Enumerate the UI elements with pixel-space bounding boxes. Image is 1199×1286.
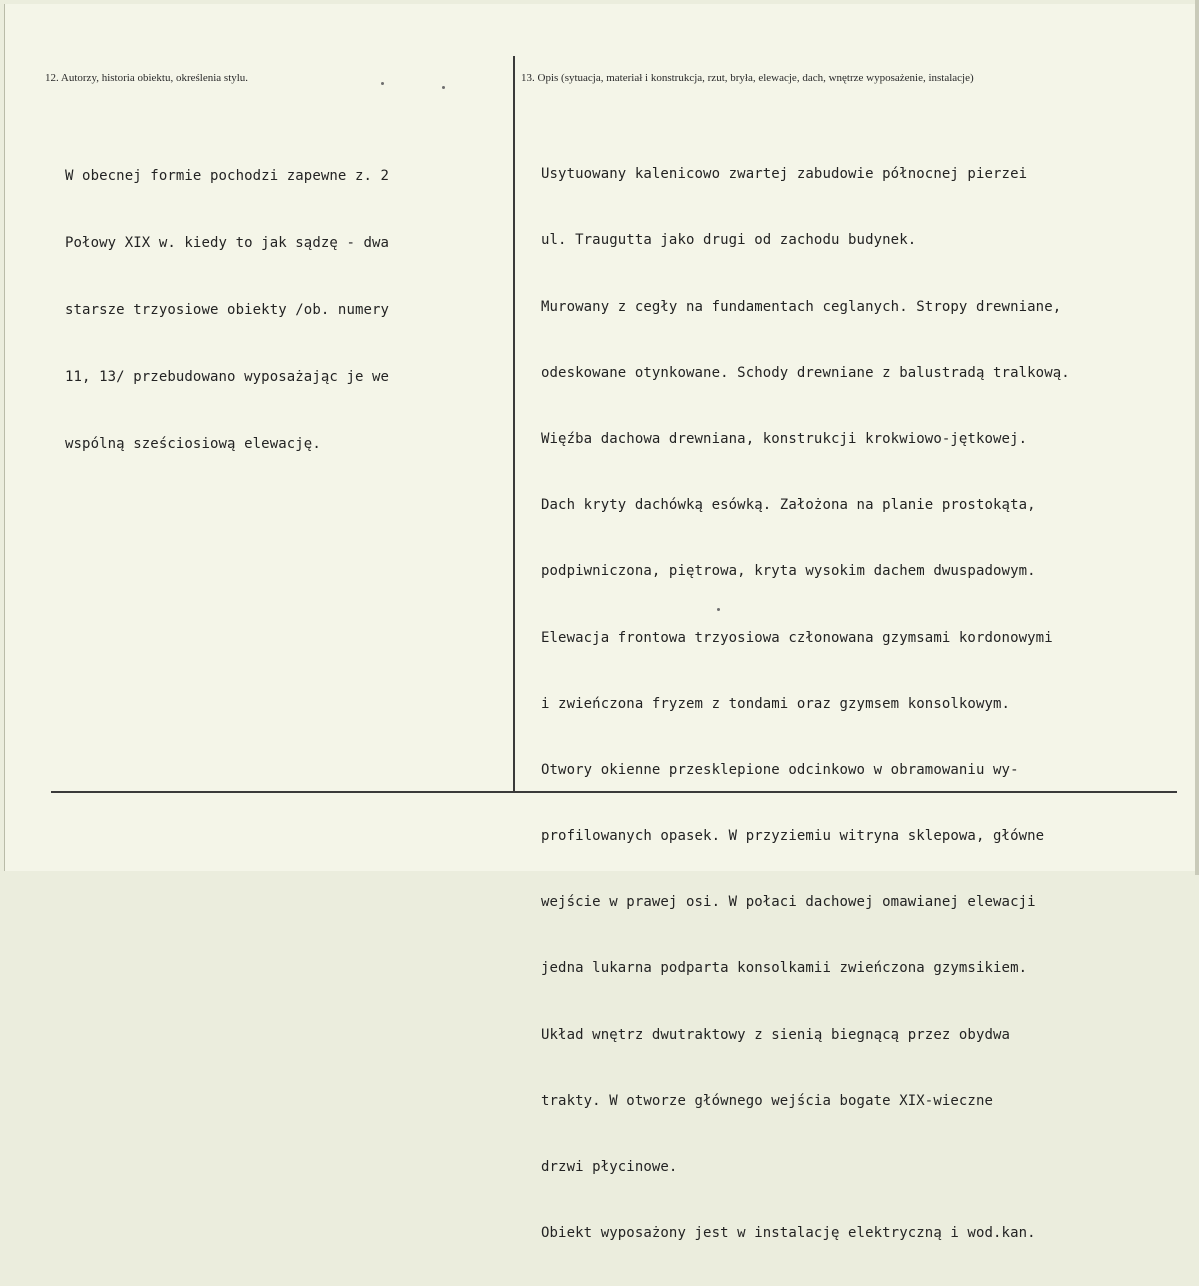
text-line: drzwi płycinowe.: [541, 1159, 678, 1175]
text-line: Więźba dachowa drewniana, konstrukcji krokwiowo-jętkowej.: [541, 430, 1028, 447]
section-12-heading: 12. Autorzy, historia obiektu, określenia stylu.: [45, 72, 249, 84]
column-divider: [513, 56, 515, 792]
ink-speck: [442, 86, 445, 89]
archival-card: [4, 4, 1196, 1242]
text-line: Otwory okienne przesklepione odcinkowo w obramowaniu wy-: [541, 761, 1019, 778]
text-line: profilowanych opasek. W przyziemiu witryna sklepowa, główne: [541, 828, 1045, 845]
text-line: wejście w prawej osi. W połaci dachowej omawianej elewacji: [541, 894, 1036, 911]
text-line: trakty. W otworze głównego wejścia bogate XIX-wieczne: [541, 1092, 994, 1109]
text-line: Dach kryty dachówką esówką. Założona na planie prostokąta,: [541, 497, 1036, 514]
text-line: podpiwniczona, piętrowa, kryta wysokim dachem dwuspadowym.: [541, 563, 1036, 580]
text-line: starsze trzyosiowe obiekty /ob. numery: [65, 302, 390, 318]
text-line: W obecnej formie pochodzi zapewne z. 2: [65, 168, 390, 184]
section-12-text: [65, 110, 389, 498]
text-line: Usytuowany kalenicowo zwartej zabudowie północnej pierzei: [541, 166, 1028, 183]
text-line: Obiekt wyposażony jest w instalację elektryczną i wod.kan.: [541, 1225, 1036, 1242]
page-edge: [1195, 0, 1199, 875]
text-line: Murowany z cegły na fundamentach ceglanych. Stropy drewniane,: [541, 298, 1062, 315]
ink-speck: [381, 82, 384, 85]
section-13-text: [541, 109, 1070, 1286]
text-line: Elewacja frontowa trzyosiowa członowana gzymsami kordonowymi: [541, 629, 1053, 646]
text-line: i zwieńczona fryzem z tondami oraz gzymsem konsolkowym.: [541, 695, 1011, 712]
text-line: Układ wnętrz dwutraktowy z sienią biegnącą przez obydwa: [541, 1026, 1011, 1043]
text-line: odeskowane otynkowane. Schody drewniane z balustradą tralkową.: [541, 364, 1070, 381]
text-line: ul. Traugutta jako drugi od zachodu budynek.: [541, 232, 917, 249]
text-line: wspólną sześciosiową elewację.: [65, 436, 321, 452]
text-line: 11, 13/ przebudowano wyposażając je we: [65, 369, 390, 385]
section-13-heading: 13. Opis (sytuacja, materiał i konstrukcja, rzut, bryła, elewacje, dach, wnętrze wyposażenie, instalacje): [521, 72, 974, 84]
text-line: Połowy XIX w. kiedy to jak sądzę - dwa: [65, 235, 390, 251]
text-line: jedna lukarna podparta konsolkamii zwieńczona gzymsikiem.: [541, 960, 1028, 977]
